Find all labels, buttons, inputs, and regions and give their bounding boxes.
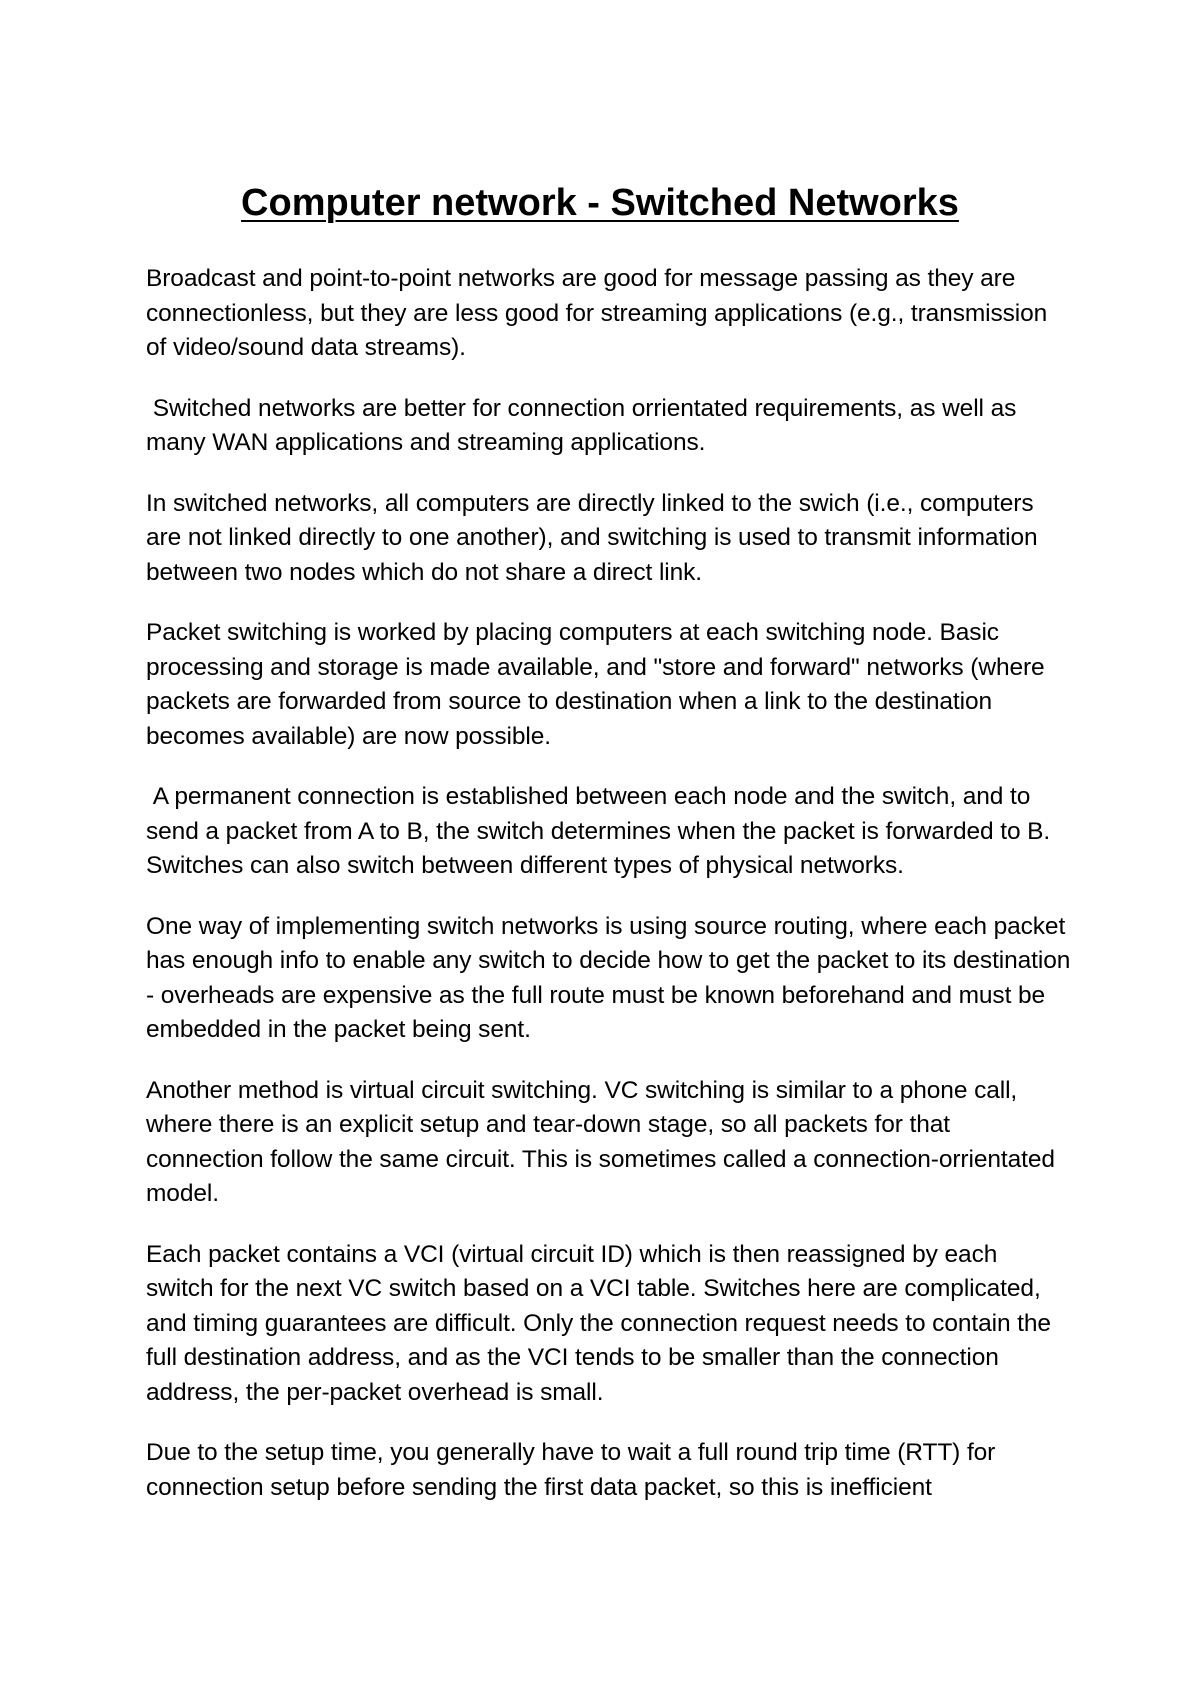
paragraph-switched-networks-benefits: Switched networks are better for connection orrientated requirements, as well as many WAN applications and streaming applications. xyxy=(146,394,1023,456)
document-title-text: Computer network - Switched Networks xyxy=(241,182,959,224)
paragraph-source-routing: One way of implementing switch networks is using source routing, where each packet has enough info to enable any switch to decide how to get the packet to its destination - overheads are expensive as the full route must be known beforehand and must be embedded in the packet being sent. xyxy=(146,912,1078,1043)
paragraph-broadcast-networks: Broadcast and point-to-point networks are good for message passing as they are connectionless, but they are less good for streaming applications (e.g., transmission of video/sound data streams). xyxy=(146,265,1054,361)
paragraph-switched-networks-links: In switched networks, all computers are directly linked to the swich (i.e., computers are not linked directly to one another), and switching is used to transmit information between two nodes which do not share a direct link. xyxy=(146,489,1045,586)
paragraph-setup-time: Due to the setup time, you generally have to wait a full round trip time (RTT) for connection setup before sending the first data packet, so this is inefficient xyxy=(146,1439,1002,1501)
paragraph-packet-switching: Packet switching is worked by placing computers at each switching node. Basic processing and storage is made available, and "store and forward" networks (where packets are forwarded from source to destination when a link to the destination becomes available) are now possible. xyxy=(146,619,1052,750)
paragraph-permanent-connection: A permanent connection is established between each node and the switch, and to send a packet from A to B, the switch determines when the packet is forwarded to B. Switches can also switch between different types of physical networks. xyxy=(146,783,1057,879)
paragraph-virtual-circuit-switching: Another method is virtual circuit switching. VC switching is similar to a phone call, where there is an explicit setup and tear-down stage, so all packets for that connection follow the same circuit. This is sometimes called a connection-orrientated model. xyxy=(146,1076,1062,1207)
document-body xyxy=(146,262,1078,1531)
paragraph-vci: Each packet contains a VCI (virtual circuit ID) which is then reassigned by each switch for the next VC switch based on a VCI table. Switches here are complicated, and timing guarantees are difficult. Only the connection request needs to contain the full destination address, and as the VCI tends to be smaller than the connection address, the per-packet overhead is small. xyxy=(146,1240,1058,1406)
document-title xyxy=(0,180,1200,226)
